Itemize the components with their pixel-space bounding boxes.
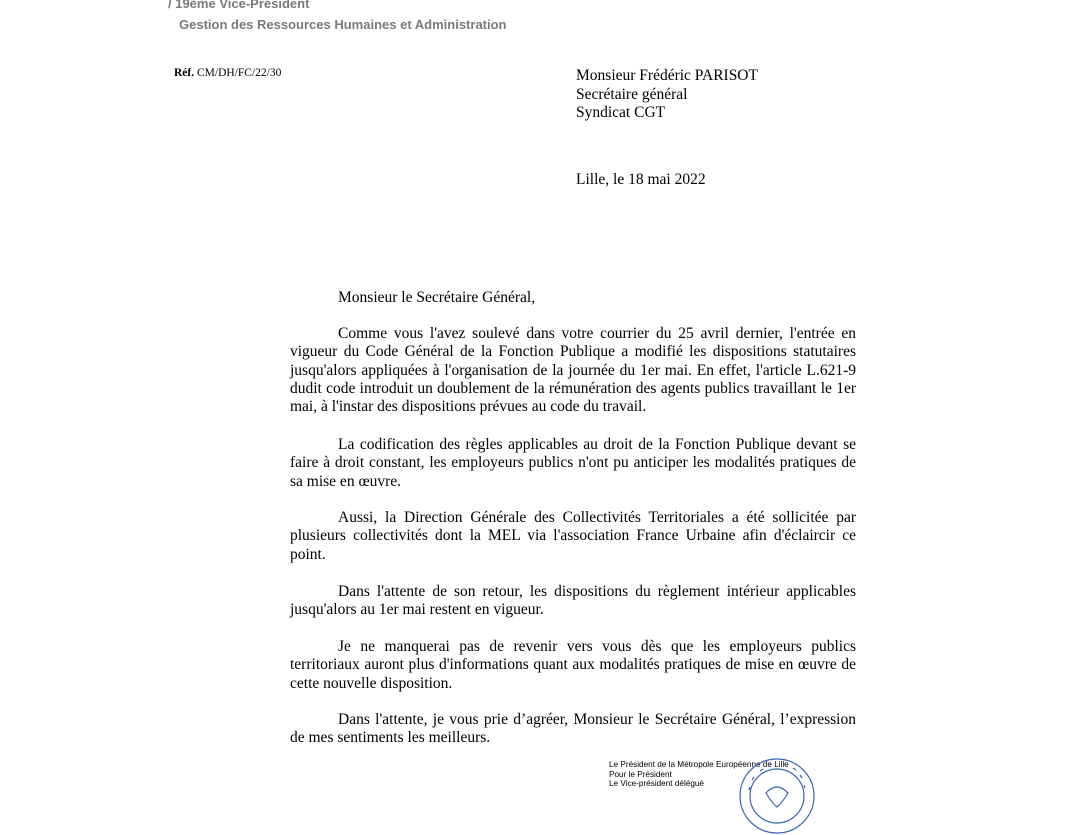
paragraph-2: La codification des règles applicables au droit de la Fonction Publique devant se faire à droit constant, les employeurs publics n'ont pu anticiper les modalités pratiques de sa mise en œuvre. xyxy=(290,436,856,490)
reference-value: CM/DH/FC/22/30 xyxy=(197,67,282,79)
paragraph-5: Je ne manquerai pas de revenir vers vous dès que les employeurs publics territoriaux auront plus d'informations quant aux modalités pratiques de mise en œuvre de cette nouvelle disposition. xyxy=(290,638,856,692)
paragraph-1: Comme vous l'avez soulevé dans votre courrier du 25 avril dernier, l'entrée en vigueur du Code Général de la Fonction Publique a modifié les dispositions statutaires jusqu'alors appliquées à l'organisation de la journée du 1er mai. En effet, l'article L.621-9 dudit code introduit un doublement de la rémunération des agents publics travaillant le 1er mai, à l'instar des dispositions prévues au code du travail. xyxy=(290,325,856,416)
recipient-title: Secrétaire général xyxy=(576,85,688,103)
paragraph-4: Dans l'attente de son retour, les dispositions du règlement intérieur applicables jusqu'alors au 1er mai restent en vigueur. xyxy=(290,583,856,619)
paragraph-3: Aussi, la Direction Générale des Collectivités Territoriales a été sollicitée par plusieurs collectivités dont la MEL via l'association France Urbaine afin d'éclaircir ce point. xyxy=(290,509,856,563)
reference xyxy=(174,67,281,79)
recipient-address xyxy=(576,67,758,123)
recipient-name: Monsieur Frédéric PARISOT xyxy=(576,67,758,84)
signature-line-1: Le Président de la Métropole Européenne de Lille xyxy=(609,760,789,769)
header-vice-president: / 19ème Vice-Président xyxy=(168,0,310,11)
header-department: Gestion des Ressources Humaines et Administration xyxy=(179,17,507,32)
signature-line-3: Le Vice-président délégué xyxy=(609,779,704,789)
signature-line-2: Pour le Président xyxy=(609,769,672,779)
official-seal-stamp xyxy=(738,757,816,835)
paragraph-6: Dans l'attente, je vous prie d’agréer, Monsieur le Secrétaire Général, l’expression de mes sentiments les meilleurs. xyxy=(290,711,856,747)
reference-label: Réf. xyxy=(174,67,195,79)
salutation: Monsieur le Secrétaire Général, xyxy=(338,289,536,306)
recipient-organization: Syndicat CGT xyxy=(576,104,666,121)
date-line: Lille, le 18 mai 2022 xyxy=(576,171,706,188)
